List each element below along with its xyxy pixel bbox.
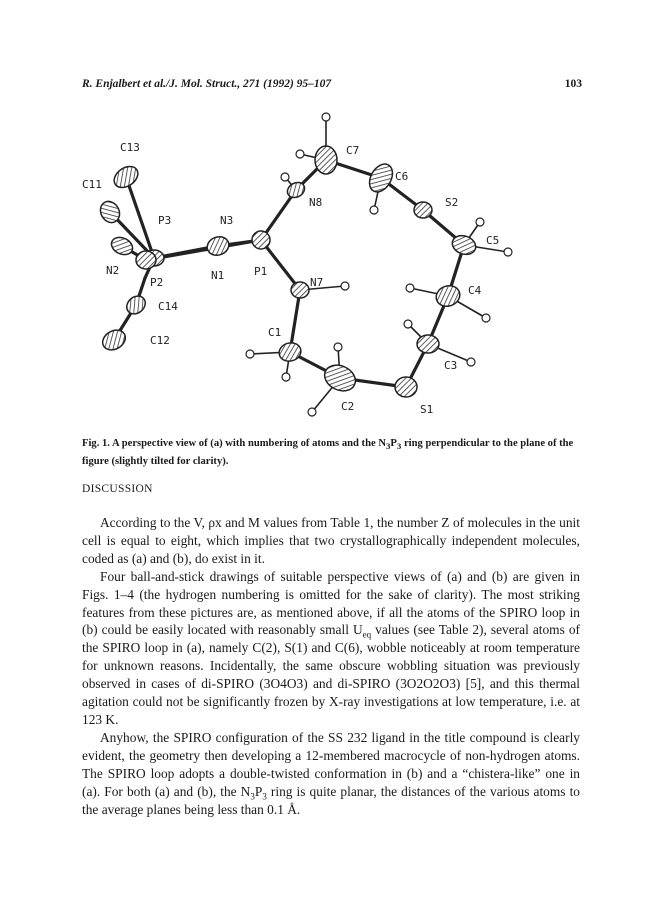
label-n7: N7 bbox=[310, 276, 324, 289]
label-c7: C7 bbox=[346, 144, 360, 157]
section-heading: DISCUSSION bbox=[82, 483, 153, 495]
label-s2: S2 bbox=[445, 196, 459, 209]
label-p3: P3 bbox=[158, 214, 172, 227]
running-head bbox=[82, 78, 582, 96]
label-n8: N8 bbox=[309, 196, 323, 209]
paragraph-3: Anyhow, the SPIRO configuration of the SS 232 ligand in the title compound is clearly evident, the geometry then developing a 12-membered macrocycle of non-hydrogen atoms. The SPIRO loop adopts a double-twisted conformation in (b) and a “chistera-like” one in (a). For both (a) and (b), the $N_3P_3$ ring is quite planar, the distances of the various atoms to the average planes being less than 0.1 Å. bbox=[82, 729, 580, 817]
hydrogen-atoms bbox=[246, 113, 512, 416]
body-text bbox=[82, 514, 580, 818]
label-c4: C4 bbox=[468, 284, 482, 297]
label-c1: C1 bbox=[268, 326, 282, 339]
label-s1: S1 bbox=[420, 403, 434, 416]
label-c2: C2 bbox=[341, 400, 355, 413]
label-n2: N2 bbox=[106, 264, 120, 277]
paragraph-2: Four ball-and-stick drawings of suitable perspective views of (a) and (b) are given in Figs. 1–4 (the hydrogen numbering is omitted for the sake of clarity). The most striking features from these pictures are, as mentioned above, if all the atoms of the SPIRO loop in (b) could be easily located with reasonably small $U_{eq}$ values (see Table 2), several atoms of the SPIRO loop in (a), namely C(2), S(1) and C(6), wobble noticeably at room temperature for unknown reasons. Incidentally, the same obscure wobbling situation was previously observed in cases of di-SPIRO (3O4O3) and di-SPIRO (3O2O2O3) [5], and this thermal agitation could not be significantly frozen by X-ray investigations at low temperature, i.e. at 123 K. bbox=[82, 568, 580, 727]
page-number: 103 bbox=[564, 78, 582, 90]
molecule-drawing bbox=[78, 100, 578, 430]
label-n3: N3 bbox=[220, 214, 234, 227]
label-c13: C13 bbox=[120, 141, 140, 154]
label-p1: P1 bbox=[254, 265, 268, 278]
label-c11: C11 bbox=[82, 178, 102, 191]
label-c3: C3 bbox=[444, 359, 458, 372]
label-c5: C5 bbox=[486, 234, 500, 247]
label-p2: P2 bbox=[150, 276, 164, 289]
label-c12: C12 bbox=[150, 334, 170, 347]
running-title: R. Enjalbert et al./J. Mol. Struct., 271 (1992) 95–107 bbox=[82, 78, 332, 90]
paragraph-1: According to the V, ρx and M values from Table 1, the number Z of molecules in the unit cell is equal to eight, which implies that two crystallographically independent molecules, coded as (a) and (b), do exist in it. bbox=[82, 515, 580, 566]
figure-caption: Fig. 1. A perspective view of (a) with numbering of atoms and the $N_3P_3$ ring perpendicular to the plane of the figure (slightly tilted for clarity). bbox=[82, 438, 574, 468]
label-c6: C6 bbox=[395, 170, 409, 183]
molecule-figure bbox=[78, 100, 578, 430]
hydrogen-bonds bbox=[250, 117, 508, 412]
label-n1: N1 bbox=[211, 269, 225, 282]
label-c14: C14 bbox=[158, 300, 178, 313]
